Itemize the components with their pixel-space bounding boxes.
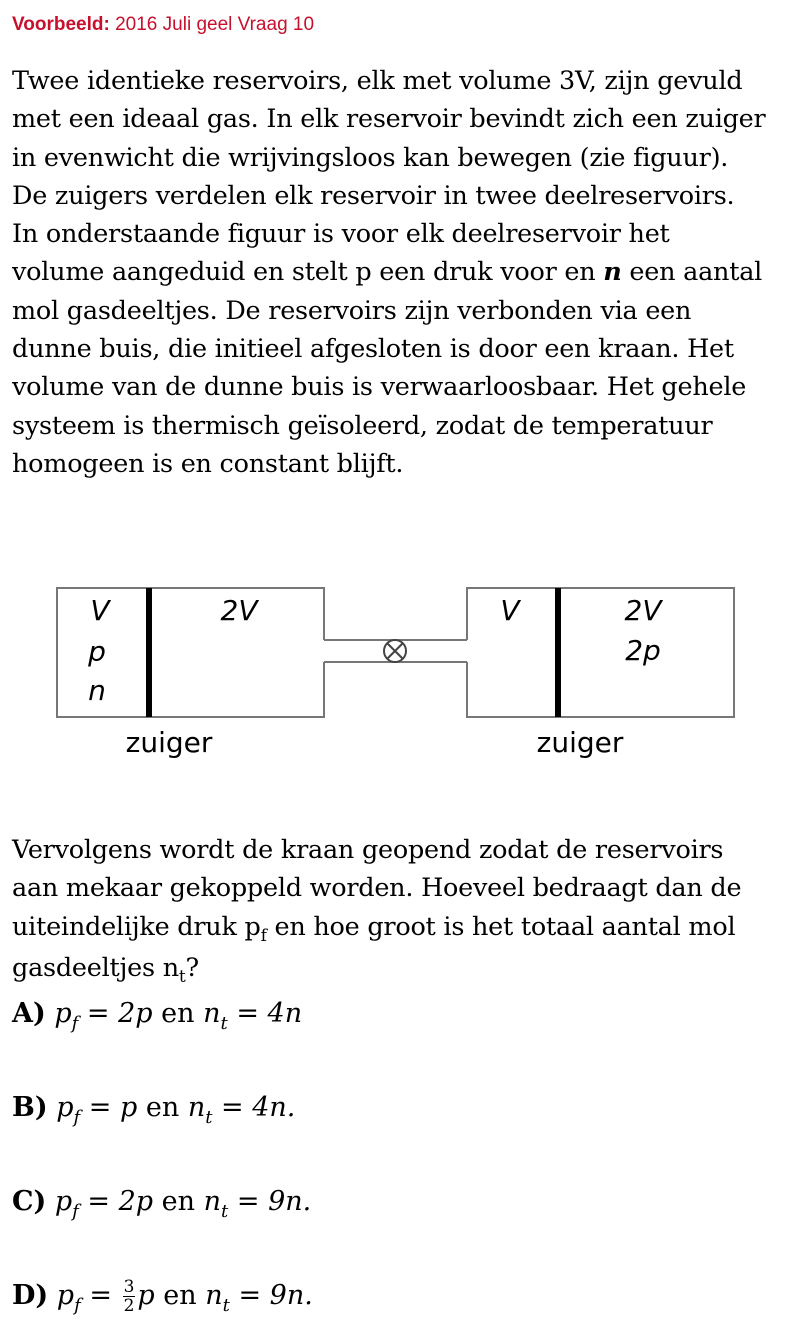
left-sub1-label: p <box>88 635 106 668</box>
equals-sign: = <box>78 1186 119 1217</box>
symbol-p: p <box>56 1280 75 1311</box>
intro-emph-n: n <box>603 257 622 288</box>
subscript-t: t <box>221 1201 229 1222</box>
intro-line: met een ideaal gas. In elk reservoir bevindt zich een zuiger <box>12 104 766 135</box>
intro-line-part: een aantal <box>621 257 763 288</box>
option-a[interactable] <box>12 998 303 1034</box>
pressure-value: 2p <box>118 1186 154 1217</box>
symbol-n: n <box>187 1092 206 1123</box>
equals-sign: = <box>80 1280 121 1311</box>
question-line-part: gasdeeltjes n <box>12 952 179 983</box>
left-piston-label: zuiger <box>125 726 213 759</box>
subscript-f: f <box>71 1013 79 1034</box>
reservoir-diagram <box>0 570 810 770</box>
intro-line: Twee identieke reservoirs, elk met volume 3V, zijn gevuld <box>12 66 743 96</box>
mol-value: 4n <box>267 998 303 1029</box>
left-sub1-label: n <box>88 674 106 707</box>
symbol-n: n <box>205 1280 223 1311</box>
subscript-t: t <box>205 1107 213 1128</box>
pressure-value: p <box>137 1280 155 1311</box>
intro-line: systeem is thermisch geïsoleerd, zodat de temperatuur <box>12 410 713 441</box>
equals-sign: = <box>227 998 268 1029</box>
subscript-f: f <box>73 1107 81 1128</box>
mol-value: 4n. <box>252 1092 296 1123</box>
right-sub2-label: 2p <box>625 634 661 667</box>
intro-line <box>12 253 802 291</box>
right-sub1-label: V <box>500 594 520 627</box>
equals-sign: = <box>228 1186 269 1217</box>
option-d[interactable] <box>12 1278 313 1315</box>
pressure-value: p <box>119 1092 138 1123</box>
intro-line: dunne buis, die initieel afgesloten is door een kraan. Het <box>12 334 734 365</box>
subscript-f: f <box>72 1201 79 1222</box>
subscript-t: t <box>220 1013 228 1034</box>
symbol-p: p <box>56 1092 74 1123</box>
equals-sign: = <box>229 1280 270 1311</box>
question-source-header <box>12 14 314 36</box>
question-line-part: uiteindelijke druk p <box>12 911 261 942</box>
intro-line: mol gasdeeltjes. De reservoirs zijn verbonden via een <box>12 295 692 326</box>
fraction-denominator: 2 <box>123 1296 135 1316</box>
left-piston <box>146 588 152 717</box>
question-line: Vervolgens wordt de kraan geopend zodat de reservoirs <box>12 835 724 865</box>
question-paragraph <box>12 831 802 990</box>
subscript-f: f <box>74 1295 81 1316</box>
conjunction: en <box>137 1092 188 1123</box>
left-sub2-label: 2V <box>220 594 258 627</box>
question-line <box>12 949 802 990</box>
header-prefix: Voorbeeld: <box>12 14 110 35</box>
fraction-numerator: 3 <box>123 1277 135 1297</box>
conjunction: en <box>153 1186 204 1217</box>
pressure-value: 2p <box>118 998 153 1029</box>
question-line: aan mekaar gekoppeld worden. Hoeveel bedraagt dan de <box>12 873 742 904</box>
option-c[interactable] <box>12 1186 312 1222</box>
intro-paragraph <box>12 62 802 483</box>
intro-line: in evenwicht die wrijvingsloos kan bewegen (zie figuur). <box>12 142 729 173</box>
conjunction: en <box>152 998 204 1029</box>
intro-line: De zuigers verdelen elk reservoir in twee deelreservoirs. <box>12 180 735 211</box>
left-sub1-label: V <box>90 594 110 627</box>
mol-value: 9n. <box>269 1280 313 1311</box>
subscript-f: f <box>260 925 267 946</box>
conjunction: en <box>154 1280 206 1311</box>
equals-sign: = <box>212 1092 253 1123</box>
symbol-n: n <box>203 1186 222 1217</box>
option-label: C) <box>12 1186 47 1217</box>
symbol-p: p <box>54 998 72 1029</box>
header-rest: 2016 Juli geel Vraag 10 <box>109 14 315 35</box>
subscript-t: t <box>178 966 186 987</box>
mol-value: 9n. <box>268 1186 312 1217</box>
intro-line: homogeen is en constant blijft. <box>12 448 404 479</box>
symbol-p: p <box>54 1186 73 1217</box>
right-piston-label: zuiger <box>536 726 624 759</box>
subscript-t: t <box>222 1295 230 1316</box>
intro-line: In onderstaande figuur is voor elk deelreservoir het <box>12 219 670 250</box>
option-label: A) <box>12 998 46 1029</box>
symbol-n: n <box>203 998 221 1029</box>
right-sub2-label: 2V <box>624 594 662 627</box>
fraction <box>123 1278 136 1315</box>
option-b[interactable] <box>12 1092 296 1128</box>
question-line <box>12 908 802 949</box>
intro-line: volume van de dunne buis is verwaarloosbaar. Het gehele <box>12 372 747 403</box>
equals-sign: = <box>78 998 119 1029</box>
valve-icon <box>384 640 406 662</box>
option-label: B) <box>12 1092 48 1123</box>
question-line-part: ? <box>185 952 199 983</box>
right-piston <box>555 588 561 717</box>
intro-line-part: volume aangeduid en stelt p een druk voor en <box>12 257 604 288</box>
question-line-part: en hoe groot is het totaal aantal mol <box>266 911 736 942</box>
equals-sign: = <box>80 1092 120 1123</box>
option-label: D) <box>12 1280 49 1311</box>
